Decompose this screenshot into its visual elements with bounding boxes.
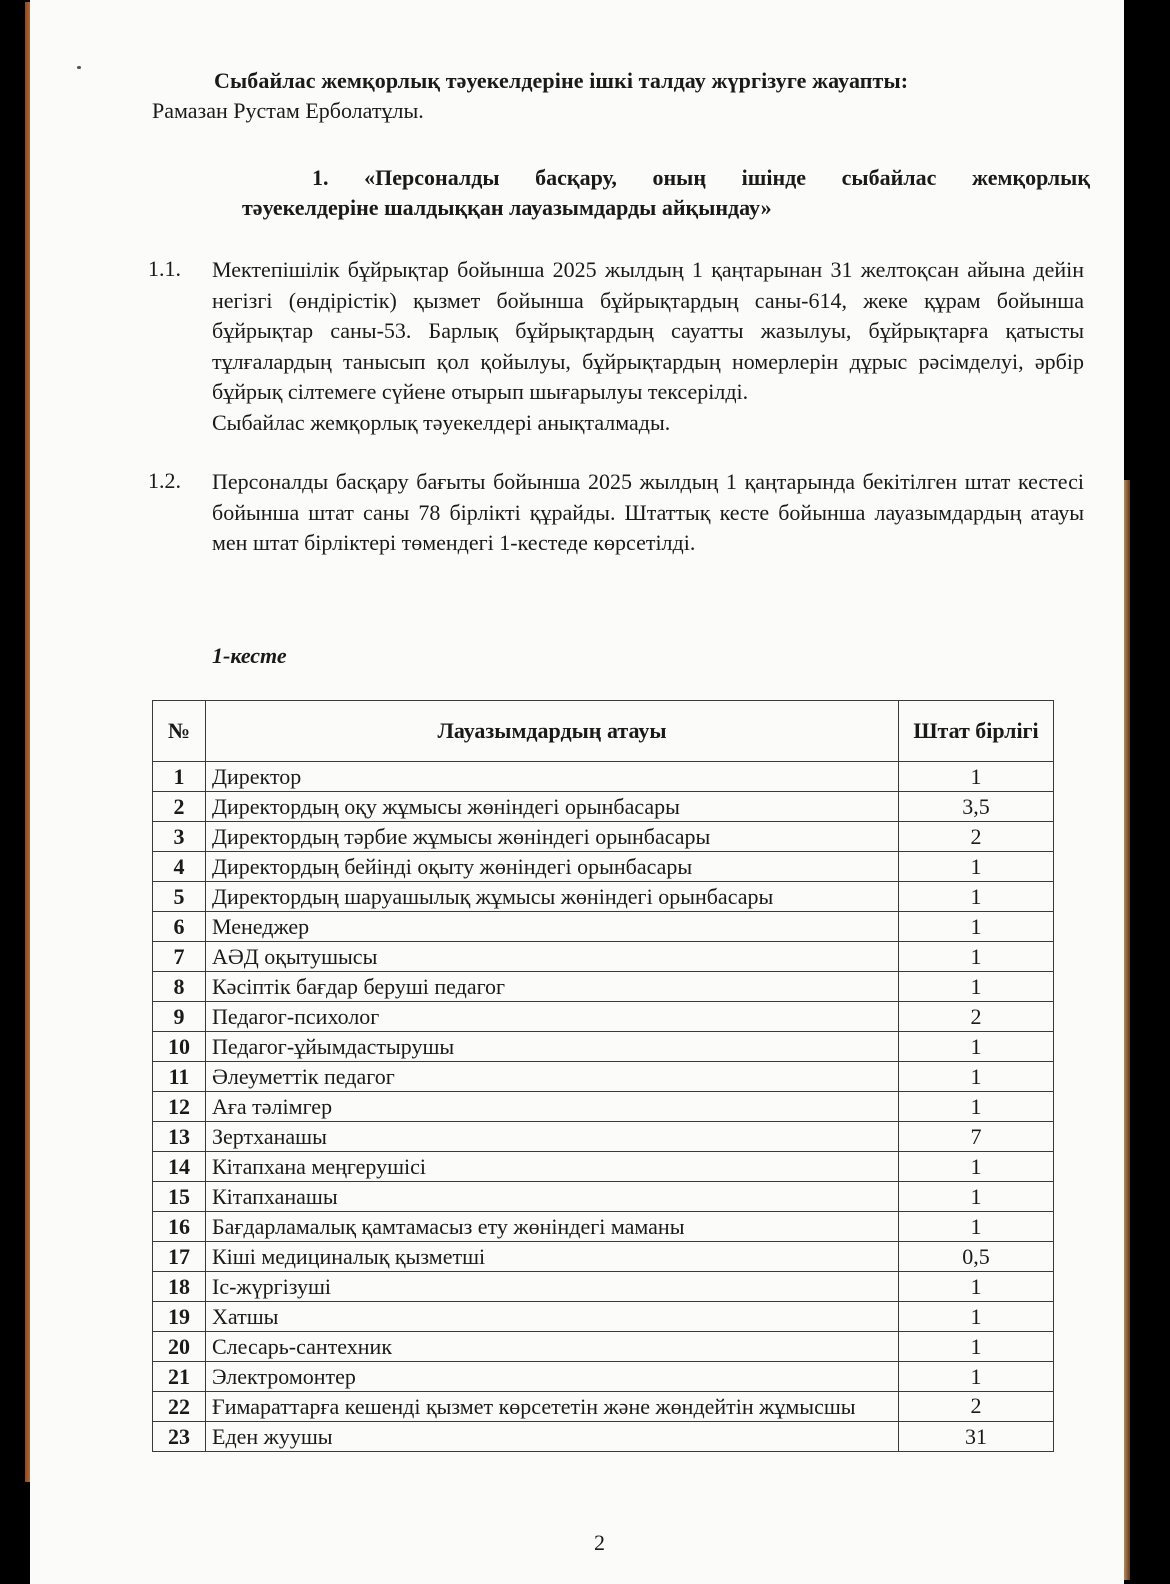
table-row <box>153 1272 1054 1302</box>
staff-units: 1 <box>899 1152 1054 1182</box>
staff-units: 1 <box>899 882 1054 912</box>
table-row <box>153 972 1054 1002</box>
staff-table <box>152 700 1054 1452</box>
staff-units: 2 <box>899 1002 1054 1032</box>
table-row <box>153 1182 1054 1212</box>
responsible-heading: Сыбайлас жемқорлық тәуекелдеріне ішкі талдау жүргізуге жауапты: <box>214 68 909 93</box>
staff-units: 0,5 <box>899 1242 1054 1272</box>
table-row <box>153 1002 1054 1032</box>
staff-units: 2 <box>899 1392 1054 1422</box>
row-number: 20 <box>153 1332 206 1362</box>
row-number: 5 <box>153 882 206 912</box>
staff-units: 1 <box>899 1032 1054 1062</box>
table-row <box>153 1392 1054 1422</box>
position-name: Директордың оқу жұмысы жөніндегі орынбасары <box>206 792 899 822</box>
staff-units: 1 <box>899 1302 1054 1332</box>
staff-units: 1 <box>899 852 1054 882</box>
row-number: 4 <box>153 852 206 882</box>
header-num: № <box>153 701 206 762</box>
item-text: Мектепішілік бұйрықтар бойынша 2025 жылдың 1 қаңтарынан 31 желтоқсан айына дейін негізгі (өндірістік) қызмет бойынша бұйрықтардың саны-614, жеке құрам бойынша бұйрықтар саны-53. Барлық бұйрықтардың сауатты жазылуы, бұйрықтарға қатысты тұлғалардың танысып қол қойылуы, бұйрықтардың номерлерін дұрыс рәсімделуі, әрбір бұйрық сілтемеге сүйене отырып шығарылуы тексерілді. <box>212 257 1084 404</box>
position-name: Әлеуметтік педагог <box>206 1062 899 1092</box>
table-caption: 1-кесте <box>212 643 287 668</box>
position-name: АӘД оқытушысы <box>206 942 899 972</box>
row-number: 21 <box>153 1362 206 1392</box>
position-name: Кәсіптік бағдар беруші педагог <box>206 972 899 1002</box>
table-row <box>153 762 1054 792</box>
position-name: Хатшы <box>206 1302 899 1332</box>
staff-units: 1 <box>899 1362 1054 1392</box>
header-name: Лауазымдардың атауы <box>206 701 899 762</box>
row-number: 22 <box>153 1392 206 1422</box>
position-name: Директор <box>206 762 899 792</box>
staff-units: 7 <box>899 1122 1054 1152</box>
staff-units: 1 <box>899 1182 1054 1212</box>
position-name: Директордың тәрбие жұмысы жөніндегі орынбасары <box>206 822 899 852</box>
table-row <box>153 942 1054 972</box>
table-row <box>153 822 1054 852</box>
position-name: Слесарь-сантехник <box>206 1332 899 1362</box>
table-row <box>153 882 1054 912</box>
row-number: 15 <box>153 1182 206 1212</box>
staff-units: 1 <box>899 912 1054 942</box>
row-number: 2 <box>153 792 206 822</box>
table-row <box>153 912 1054 942</box>
row-number: 10 <box>153 1032 206 1062</box>
staff-units: 1 <box>899 1332 1054 1362</box>
position-name: Педагог-психолог <box>206 1002 899 1032</box>
row-number: 7 <box>153 942 206 972</box>
row-number: 11 <box>153 1062 206 1092</box>
row-number: 18 <box>153 1272 206 1302</box>
position-name: Еден жуушы <box>206 1422 899 1452</box>
table-row <box>153 1362 1054 1392</box>
table-row <box>153 852 1054 882</box>
staff-units: 1 <box>899 942 1054 972</box>
table-row <box>153 1332 1054 1362</box>
section-title-line2: тәуекелдеріне шалдыққан лауазымдарды айқындау» <box>242 195 772 220</box>
staff-units: 1 <box>899 762 1054 792</box>
position-name: Зертханашы <box>206 1122 899 1152</box>
item-number: 1.1. <box>148 256 181 281</box>
table-row <box>153 1062 1054 1092</box>
paper-edge-right <box>1124 480 1130 1580</box>
header-units: Штат бірлігі <box>899 701 1054 762</box>
row-number: 23 <box>153 1422 206 1452</box>
row-number: 9 <box>153 1002 206 1032</box>
staff-units: 1 <box>899 1272 1054 1302</box>
item-paragraph <box>212 255 1084 438</box>
position-name: Бағдарламалық қамтамасыз ету жөніндегі маманы <box>206 1212 899 1242</box>
position-name: Кітапхана меңгерушісі <box>206 1152 899 1182</box>
row-number: 12 <box>153 1092 206 1122</box>
table-row <box>153 1212 1054 1242</box>
table-header-row <box>153 701 1054 762</box>
document-page <box>30 0 1124 1584</box>
staff-units: 1 <box>899 972 1054 1002</box>
staff-units: 1 <box>899 1212 1054 1242</box>
position-name: Директордың шаруашылық жұмысы жөніндегі орынбасары <box>206 882 899 912</box>
staff-units: 2 <box>899 822 1054 852</box>
staff-units: 1 <box>899 1062 1054 1092</box>
section-title <box>242 163 1090 223</box>
row-number: 17 <box>153 1242 206 1272</box>
position-name: Аға тәлімгер <box>206 1092 899 1122</box>
paper-speck <box>77 66 81 69</box>
item-paragraph <box>212 467 1084 559</box>
row-number: 3 <box>153 822 206 852</box>
table-row <box>153 1242 1054 1272</box>
row-number: 1 <box>153 762 206 792</box>
position-name: Педагог-ұйымдастырушы <box>206 1032 899 1062</box>
row-number: 14 <box>153 1152 206 1182</box>
page-number: 2 <box>594 1530 605 1555</box>
position-name: Ғимараттарға кешенді қызмет көрсететін және жөндейтін жұмысшы <box>206 1392 899 1422</box>
row-number: 13 <box>153 1122 206 1152</box>
table-row <box>153 1092 1054 1122</box>
item-number: 1.2. <box>148 468 181 493</box>
row-number: 8 <box>153 972 206 1002</box>
table-row <box>153 1152 1054 1182</box>
row-number: 6 <box>153 912 206 942</box>
table-row <box>153 1032 1054 1062</box>
row-number: 16 <box>153 1212 206 1242</box>
table-row <box>153 1122 1054 1152</box>
section-title-line1: 1. «Персоналды басқару, оның ішінде сыбайлас жемқорлық <box>312 165 1090 190</box>
staff-units: 31 <box>899 1422 1054 1452</box>
row-number: 19 <box>153 1302 206 1332</box>
staff-units: 1 <box>899 1092 1054 1122</box>
table-row <box>153 1302 1054 1332</box>
table-row <box>153 792 1054 822</box>
position-name: Кіші медициналық қызметші <box>206 1242 899 1272</box>
item-conclusion: Сыбайлас жемқорлық тәуекелдері анықталмады. <box>212 409 671 435</box>
position-name: Директордың бейінді оқыту жөніндегі орынбасары <box>206 852 899 882</box>
item-text: Персоналды басқару бағыты бойынша 2025 жылдың 1 қаңтарында бекітілген штат кестесі бойынша штат саны 78 бірлікті құрайды. Штаттық кесте бойынша лауазымдардың атауы мен штат бірліктері төмендегі 1-кестеде көрсетілді. <box>212 469 1084 555</box>
staff-units: 3,5 <box>899 792 1054 822</box>
position-name: Іс-жүргізуші <box>206 1272 899 1302</box>
responsible-name: Рамазан Рустам Ерболатұлы. <box>152 98 424 123</box>
table-row <box>153 1422 1054 1452</box>
position-name: Электромонтер <box>206 1362 899 1392</box>
position-name: Кітапханашы <box>206 1182 899 1212</box>
table-body <box>153 762 1054 1452</box>
position-name: Менеджер <box>206 912 899 942</box>
